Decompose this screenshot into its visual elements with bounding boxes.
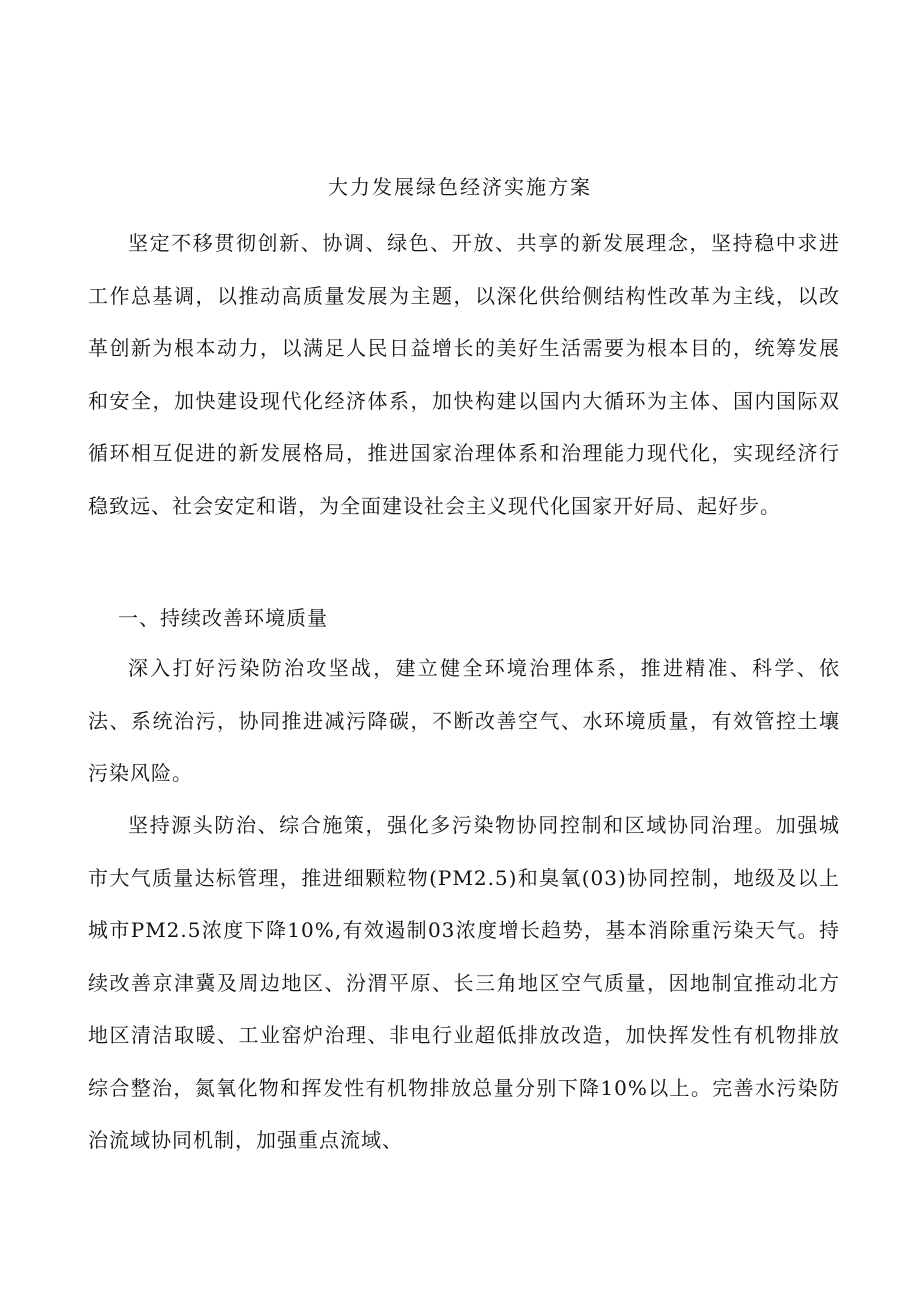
section-heading-1: 一、持续改善环境质量 <box>118 606 328 630</box>
intro-paragraph: 坚定不移贯彻创新、协调、绿色、开放、共享的新发展理念，坚持稳中求进工作总基调，以推动高质量发展为主题，以深化供给侧结构性改革为主线，以改革创新为根本动力，以满足人民日益增长的美好生活需要为根本目的，统筹发展和安全，加快建设现代化经济体系，加快构建以国内大循环为主体、国内国际双循环相互促进的新发展格局，推进国家治理体系和治理能力现代化，实现经济行稳致远、社会安定和谐，为全面建设社会主义现代化国家开好局、起好步。 <box>88 231 840 518</box>
document-title: 大力发展绿色经济实施方案 <box>328 175 592 199</box>
section1-paragraph-1: 深入打好污染防治攻坚战，建立健全环境治理体系，推进精准、科学、依法、系统治污，协同推进减污降碳，不断改善空气、水环境质量，有效管控土壤污染风险。 <box>88 656 840 785</box>
section1-paragraph-2: 坚持源头防治、综合施策，强化多污染物协同控制和区域协同治理。加强城市大气质量达标管理，推进细颗粒物(PM2.5)和臭氧(03)协同控制，地级及以上城市PM2.5浓度下降10%,有效遏制03浓度增长趋势，基本消除重污染天气。持续改善京津冀及周边地区、汾渭平原、长三角地区空气质量，因地制宜推动北方地区清洁取暖、工业窑炉治理、非电行业超低排放改造，加快挥发性有机物排放综合整治，氮氧化物和挥发性有机物排放总量分别下降10%以上。完善水污染防治流域协同机制，加强重点流域、 <box>88 813 840 1152</box>
